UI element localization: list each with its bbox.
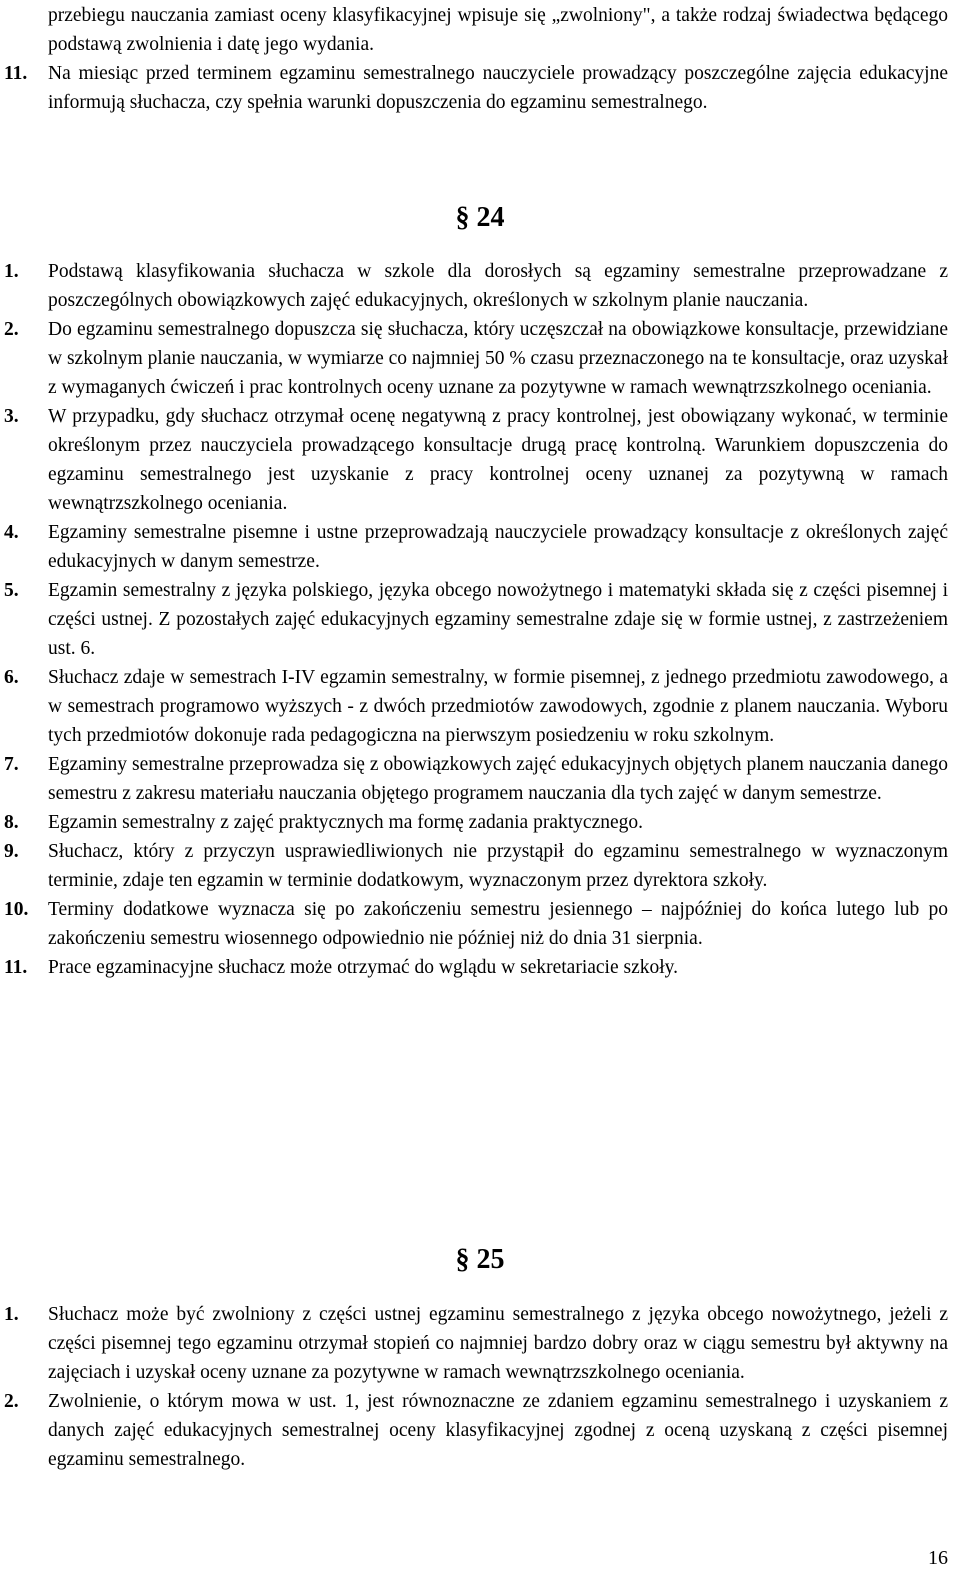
list-item	[0, 1300, 960, 1387]
item-number: 10.	[4, 899, 29, 920]
item-number: 11.	[4, 63, 28, 84]
item-text: Egzamin semestralny z języka polskiego, języka obcego nowożytnego i matematyki składa się z części pisemnej i części ustnej. Z pozostałych zajęć edukacyjnych egzaminy semestralne zdaje się w formie ustnej, z zastrzeżeniem ust. 6.	[48, 580, 948, 659]
list-item	[0, 1387, 960, 1474]
section-24-list	[0, 257, 960, 982]
item-number: 9.	[4, 841, 19, 862]
page-number: 16	[928, 1547, 948, 1569]
item-number: 5.	[4, 580, 19, 601]
item-number: 6.	[4, 667, 19, 688]
item-text: Słuchacz zdaje w semestrach I-IV egzamin semestralny, w formie pisemnej, z jednego przedmiotu zawodowego, a w semestrach programowo wyższych - z dwóch przedmiotów zawodowych, zgodnie z planem nauczania. Wyboru tych przedmiotów dokonuje rada pedagogiczna na pierwszym posiedzeniu w roku szkolnym.	[48, 667, 948, 746]
item-text: W przypadku, gdy słuchacz otrzymał ocenę negatywną z pracy kontrolnej, jest obowiązany wykonać, w terminie określonym przez nauczyciela prowadzącego konsultacje drugą pracę kontrolną. Warunkiem dopuszczenia do egzaminu semestralnego jest uzyskanie z pracy kontrolnej oceny uznanej za pozytywną w ramach wewnątrzszkolnego oceniania.	[48, 406, 948, 514]
item-number: 3.	[4, 406, 19, 427]
item-text: Egzaminy semestralne przeprowadza się z obowiązkowych zajęć edukacyjnych objętych planem nauczania danego semestru z zakresu materiału nauczania objętego programem nauczania dla tych zajęć w danym semestrze.	[48, 754, 948, 804]
item-text: Zwolnienie, o którym mowa w ust. 1, jest równoznaczne ze zdaniem egzaminu semestralnego i uzyskaniem z danych zajęć edukacyjnych semestralnej oceny klasyfikacyjnej zgodnej z oceną uzyskaną z części pisemnej egzaminu semestralnego.	[48, 1391, 948, 1470]
item-number: 7.	[4, 754, 19, 775]
list-item	[0, 518, 960, 576]
continuation-text: przebiegu nauczania zamiast oceny klasyfikacyjnej wpisuje się „zwolniony", a także rodzaj świadectwa będącego podstawą zwolnienia i datę jego wydania.	[48, 5, 948, 55]
list-item	[0, 808, 960, 837]
list-item	[0, 953, 960, 982]
list-item	[0, 576, 960, 663]
list-item	[0, 257, 960, 315]
item-text: Egzaminy semestralne pisemne i ustne przeprowadzają nauczyciele prowadzący konsultacje z określonych zajęć edukacyjnych w danym semestrze.	[48, 522, 948, 572]
continuation-paragraph	[0, 1, 960, 59]
list-item	[0, 895, 960, 953]
item-text: Słuchacz, który z przyczyn usprawiedliwionych nie przystąpił do egzaminu semestralnego w wyznaczonym terminie, zdaje ten egzamin w terminie dodatkowym, wyznaczonym przez dyrektora szkoły.	[48, 841, 948, 891]
list-item	[0, 663, 960, 750]
list-item	[0, 750, 960, 808]
item-number: 4.	[4, 522, 19, 543]
section-heading-25: § 25	[455, 1244, 505, 1275]
section-heading-24: § 24	[455, 202, 505, 233]
item-number: 1.	[4, 261, 19, 282]
item-number: 1.	[4, 1304, 19, 1325]
item-text: Słuchacz może być zwolniony z części ustnej egzaminu semestralnego z języka obcego nowożytnego, jeżeli z części pisemnej tego egzaminu otrzymał stopień co najmniej bardzo dobry oraz w ciągu semestru był aktywny na zajęciach i uzyskał oceny uznane za pozytywne w ramach wewnątrzszkolnego oceniania.	[48, 1304, 948, 1383]
item-number: 11.	[4, 957, 28, 978]
item-number: 2.	[4, 319, 19, 340]
item-text: Na miesiąc przed terminem egzaminu semestralnego nauczyciele prowadzący poszczególne zajęcia edukacyjne informują słuchacza, czy spełnia warunki dopuszczenia do egzaminu semestralnego.	[48, 63, 948, 113]
list-item	[0, 315, 960, 402]
section-25-list	[0, 1300, 960, 1474]
item-text: Podstawą klasyfikowania słuchacza w szkole dla dorosłych są egzaminy semestralne przeprowadzane z poszczególnych obowiązkowych zajęć edukacyjnych, określonych w szkolnym planie nauczania.	[48, 261, 948, 311]
item-text: Egzamin semestralny z zajęć praktycznych ma formę zadania praktycznego.	[48, 812, 643, 833]
top-list	[0, 1, 960, 117]
list-item	[0, 59, 960, 117]
item-number: 2.	[4, 1391, 19, 1412]
item-text: Prace egzaminacyjne słuchacz może otrzymać do wglądu w sekretariacie szkoły.	[48, 957, 679, 978]
list-item	[0, 837, 960, 895]
item-text: Do egzaminu semestralnego dopuszcza się słuchacza, który uczęszczał na obowiązkowe konsultacje, przewidziane w szkolnym planie nauczania, w wymiarze co najmniej 50 % czasu przeznaczonego na te konsultacje, oraz uzyskał z wymaganych ćwiczeń i prac kontrolnych oceny uznane za pozytywne w ramach wewnątrzszkolnego oceniania.	[48, 319, 948, 398]
item-text: Terminy dodatkowe wyznacza się po zakończeniu semestru jesiennego – najpóźniej do końca lutego lub po zakończeniu semestru wiosennego odpowiednio nie później niż do dnia 31 sierpnia.	[48, 899, 948, 949]
item-number: 8.	[4, 812, 19, 833]
list-item	[0, 402, 960, 518]
